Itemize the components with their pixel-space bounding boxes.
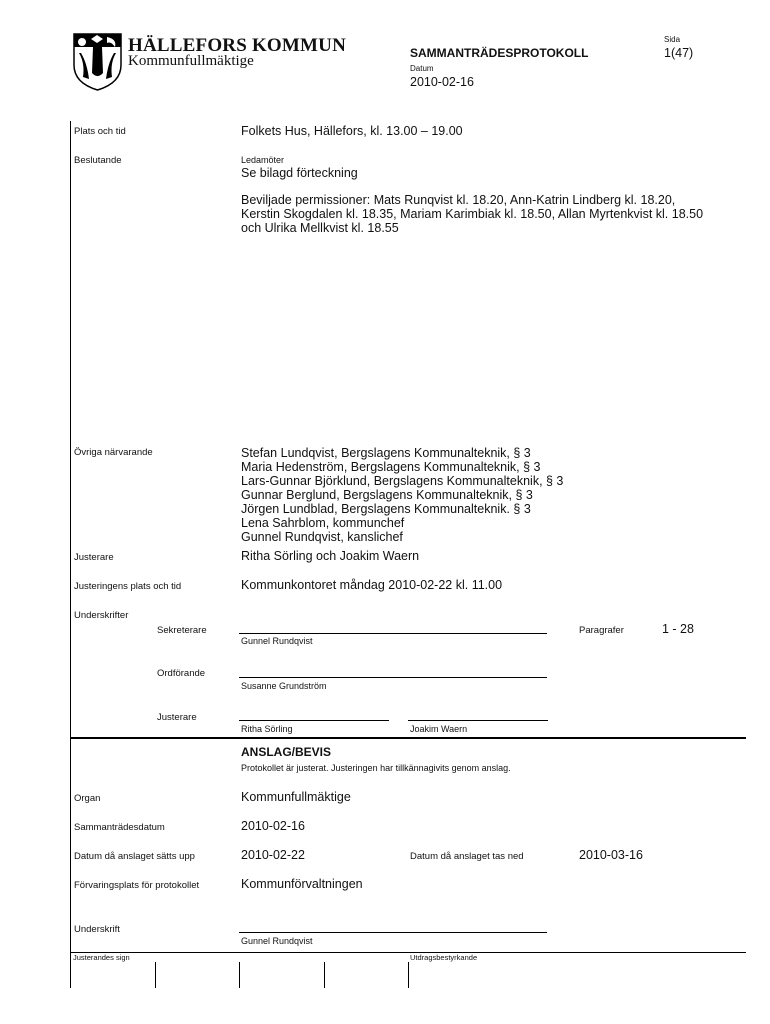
adjusters-label: Justerare [74,552,114,563]
storage-label: Förvaringsplats för protokollet [74,880,200,891]
permissions [241,193,703,235]
permissions-line: och Ulrika Mellkvist kl. 18.55 [241,221,399,235]
others-list [241,446,563,544]
others-item: Lars-Gunnar Björklund, Bergslagens Kommunalteknik, § 3 [241,474,564,488]
signature-label: Underskrift [74,924,120,935]
posted-label: Datum då anslaget sätts upp [74,851,195,862]
organ-label: Organ [74,793,101,804]
left-border [70,121,71,988]
others-item: Gunnar Berglund, Bergslagens Kommunalteknik, § 3 [241,488,533,502]
section-divider [70,737,746,739]
notice-signature-name: Gunnel Rundqvist [241,936,313,946]
permissions-line: Beviljade permissioner: Mats Runqvist kl. 18.20, Ann-Katrin Lindberg kl. 18.20, [241,193,676,207]
others-label: Övriga närvarande [74,447,153,458]
page-label: Sida [664,35,681,44]
adjuster-name-1: Ritha Sörling [241,724,293,734]
others-item: Lena Sahrblom, kommunchef [241,516,405,530]
others-item: Gunnel Rundqvist, kanslichef [241,530,403,544]
adjuster-name-2: Joakim Waern [410,724,468,734]
paragraphs-value: 1 - 28 [662,622,694,636]
adjust-place-label: Justeringens plats och tid [74,581,182,592]
others-item: Jörgen Lundblad, Bergslagens Kommunalteknik. § 3 [241,502,531,516]
paragraphs-label: Paragrafer [579,625,624,636]
footer-top-line [70,952,746,953]
footer-sign-label: Justerandes sign [73,953,130,962]
adjusters-value: Ritha Sörling och Joakim Waern [241,549,420,563]
org-subtitle: Kommunfullmäktige [128,53,254,69]
doc-title: SAMMANTRÄDESPROTOKOLL [410,46,589,60]
place-label: Plats och tid [74,126,126,137]
members-label: Ledamöter [241,155,285,165]
organ-value: Kommunfullmäktige [241,790,351,804]
footer-box-divider [408,962,409,988]
permissions-line: Kerstin Skogdalen kl. 18.35, Mariam Karimbiak kl. 18.50, Allan Myrtenkvist kl. 18.50 [241,207,704,221]
adjuster-signature-line-2 [408,720,548,721]
posted-value: 2010-02-22 [241,848,305,862]
chair-name: Susanne Grundström [241,681,327,691]
chair-signature-line [239,677,547,678]
org-name: HÄLLEFORS KOMMUN [128,35,347,56]
secretary-name: Gunnel Rundqvist [241,636,313,646]
adjust-place-value: Kommunkontoret måndag 2010-02-22 kl. 11.00 [241,578,503,592]
page-value: 1(47) [664,46,694,60]
date-value: 2010-02-16 [410,75,474,89]
secretary-signature-line [239,633,547,634]
decision-label: Beslutande [74,155,122,166]
adjuster-label: Justerare [157,712,197,723]
coat-of-arms-icon [73,33,122,91]
chair-label: Ordförande [157,668,206,679]
footer-box-divider [155,962,156,988]
others-item: Maria Hedenström, Bergslagens Kommunalteknik, § 3 [241,460,541,474]
removed-label: Datum då anslaget tas ned [410,851,524,862]
secretary-label: Sekreterare [157,625,207,636]
notice-signature-line [239,932,547,933]
footer-box-divider [239,962,240,988]
meeting-date-label: Sammanträdesdatum [74,822,165,833]
notice-title: ANSLAG/BEVIS [241,745,332,759]
removed-value: 2010-03-16 [579,848,643,862]
date-label: Datum [410,64,434,73]
footer-extract-label: Utdragsbestyrkande [410,953,478,962]
others-item: Stefan Lundqvist, Bergslagens Kommunalteknik, § 3 [241,446,531,460]
notice-subtitle: Protokollet är justerat. Justeringen har tillkännagivits genom anslag. [241,763,511,773]
members-value: Se bilagd förteckning [241,166,358,180]
footer-box-divider [324,962,325,988]
signatures-label: Underskrifter [74,610,129,621]
storage-value: Kommunförvaltningen [241,877,363,891]
place-value: Folkets Hus, Hällefors, kl. 13.00 – 19.00 [241,124,463,138]
meeting-date-value: 2010-02-16 [241,819,305,833]
adjuster-signature-line-1 [239,720,389,721]
